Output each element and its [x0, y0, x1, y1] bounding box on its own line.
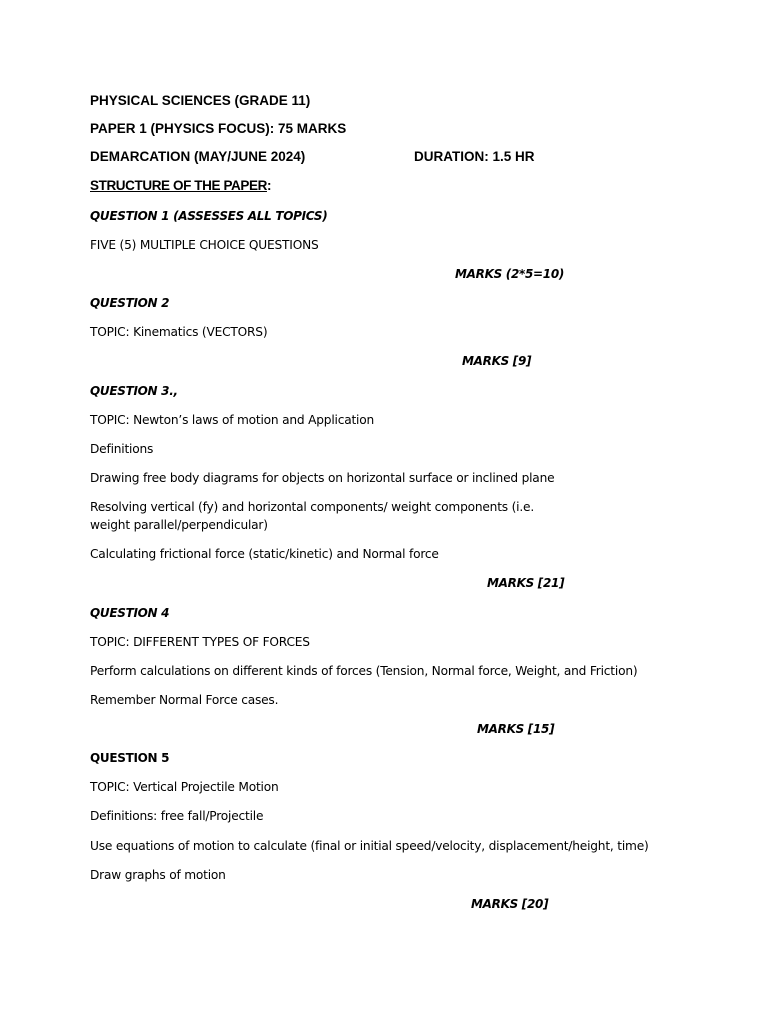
document-title: PHYSICAL SCIENCES (GRADE 11): [90, 93, 311, 108]
question-4-line: TOPIC: DIFFERENT TYPES OF FORCES: [90, 635, 310, 649]
question-3-line: TOPIC: Newton’s laws of motion and Application: [90, 413, 375, 427]
question-4-marks: MARKS [15]: [477, 722, 555, 736]
question-2-title: QUESTION 2: [90, 296, 170, 310]
structure-heading-text: STRUCTURE OF THE PAPER: [90, 178, 267, 193]
question-4-line: Remember Normal Force cases.: [90, 693, 279, 707]
question-2-marks: MARKS [9]: [462, 354, 532, 368]
question-3-line: Definitions: [90, 442, 154, 456]
question-5-line: TOPIC: Vertical Projectile Motion: [90, 780, 279, 794]
question-5-title: QUESTION 5: [90, 751, 170, 765]
question-4-line: Perform calculations on different kinds of forces (Tension, Normal force, Weight, and Friction): [90, 664, 638, 678]
structure-heading: [90, 177, 271, 195]
question-1-line: FIVE (5) MULTIPLE CHOICE QUESTIONS: [90, 238, 319, 252]
question-3-line: Drawing free body diagrams for objects on horizontal surface or inclined plane: [90, 471, 555, 485]
question-3-marks: MARKS [21]: [487, 576, 565, 590]
question-2-line: TOPIC: Kinematics (VECTORS): [90, 325, 268, 339]
question-1-marks: MARKS (2*5=10): [455, 267, 565, 281]
question-5-line: Draw graphs of motion: [90, 868, 226, 882]
paper-title: PAPER 1 (PHYSICS FOCUS): 75 MARKS: [90, 121, 347, 136]
demarcation-label: DEMARCATION (MAY/JUNE 2024): [90, 149, 306, 164]
structure-heading-colon: :: [266, 178, 272, 193]
question-3-line: Resolving vertical (fy) and horizontal components/ weight components (i.e. weight parallel/perpendicular): [90, 500, 534, 532]
question-5-marks: MARKS [20]: [471, 897, 549, 911]
duration-label: DURATION: 1.5 HR: [414, 149, 535, 164]
question-3-line: Calculating frictional force (static/kinetic) and Normal force: [90, 547, 439, 561]
question-5-line: Definitions: free fall/Projectile: [90, 809, 264, 823]
question-5-line: Use equations of motion to calculate (final or initial speed/velocity, displacement/height, time): [90, 839, 649, 853]
question-3-title: QUESTION 3.,: [90, 384, 178, 398]
question-4-title: QUESTION 4: [90, 606, 170, 620]
question-1-title: QUESTION 1 (ASSESSES ALL TOPICS): [90, 209, 328, 223]
